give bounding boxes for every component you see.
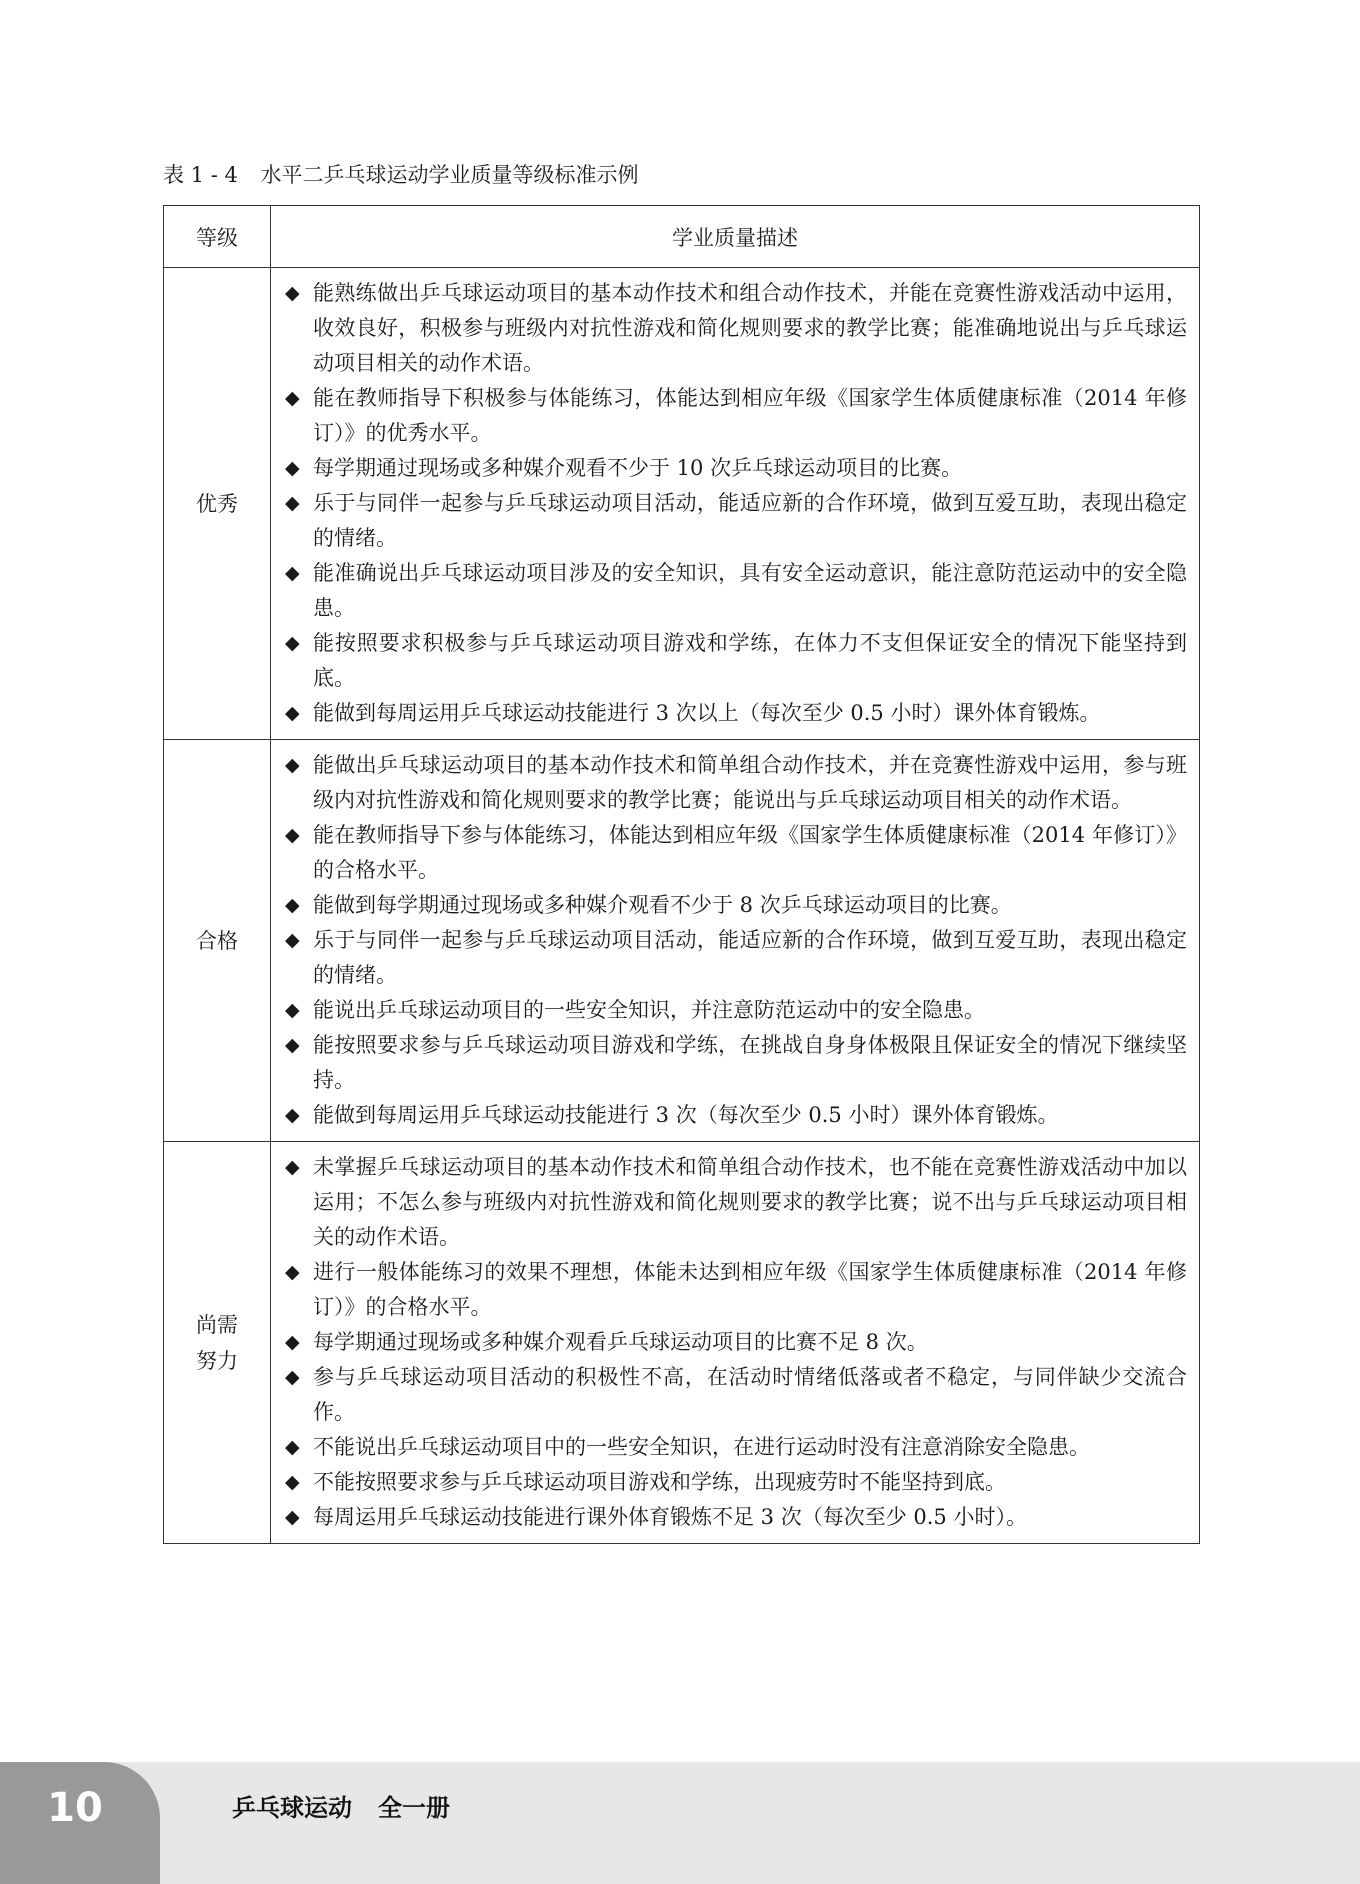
grade-level-label: 优秀 xyxy=(196,491,238,516)
table-title: 水平二乒乓球运动学业质量等级标准示例 xyxy=(260,163,639,187)
table-caption xyxy=(163,160,639,190)
list-item-text: 不能说出乒乓球运动项目中的一些安全知识，在进行运动时没有注意消除安全隐患。 xyxy=(313,1435,1090,1459)
list-item-text: 参与乒乓球运动项目活动的积极性不高，在活动时情绪低落或者不稳定，与同伴缺少交流合作。 xyxy=(313,1365,1187,1424)
list-item-text: 能做到每周运用乒乓球运动技能进行 3 次（每次至少 0.5 小时）课外体育锻炼。 xyxy=(313,1103,1059,1127)
list-item-text: 能按照要求参与乒乓球运动项目游戏和学练，在挑战自身身体极限且保证安全的情况下继续坚持。 xyxy=(313,1033,1187,1092)
grade-level-label: 合格 xyxy=(196,928,238,953)
list-item xyxy=(283,818,1187,888)
quality-description xyxy=(271,1142,1200,1544)
list-item xyxy=(283,1150,1187,1255)
diamond-bullet-icon: ◆ xyxy=(285,1034,300,1056)
book-volume: 全一册 xyxy=(378,1794,450,1822)
table-header-row xyxy=(164,206,1200,268)
diamond-bullet-icon: ◆ xyxy=(285,387,300,409)
header-level: 等级 xyxy=(164,206,271,268)
diamond-bullet-icon: ◆ xyxy=(285,702,300,724)
book-title xyxy=(232,1790,450,1826)
diamond-bullet-icon: ◆ xyxy=(285,1366,300,1388)
list-item-text: 能在教师指导下积极参与体能练习，体能达到相应年级《国家学生体质健康标准（2014 年修订）》的优秀水平。 xyxy=(313,386,1187,445)
list-item xyxy=(283,1028,1187,1098)
table-number: 表 1 - 4 xyxy=(163,163,238,187)
list-item-text: 能说出乒乓球运动项目的一些安全知识，并注意防范运动中的安全隐患。 xyxy=(313,998,985,1022)
quality-standard-table xyxy=(163,205,1200,1544)
grade-level xyxy=(164,1142,271,1544)
list-item xyxy=(283,451,1187,486)
list-item xyxy=(283,556,1187,626)
grade-level-label: 尚需 努力 xyxy=(196,1312,238,1373)
diamond-bullet-icon: ◆ xyxy=(285,1104,300,1126)
list-item-text: 能熟练做出乒乓球运动项目的基本动作技术和组合动作技术，并能在竞赛性游戏活动中运用，收效良好，积极参与班级内对抗性游戏和简化规则要求的教学比赛；能准确地说出与乒乓球运动项目相关的动作术语。 xyxy=(313,281,1187,375)
list-item xyxy=(283,486,1187,556)
diamond-bullet-icon: ◆ xyxy=(285,754,300,776)
diamond-bullet-icon: ◆ xyxy=(285,999,300,1021)
grade-level xyxy=(164,740,271,1142)
diamond-bullet-icon: ◆ xyxy=(285,1331,300,1353)
quality-description xyxy=(271,268,1200,740)
list-item xyxy=(283,1430,1187,1465)
list-item-text: 能做出乒乓球运动项目的基本动作技术和简单组合动作技术，并在竞赛性游戏中运用，参与班级内对抗性游戏和简化规则要求的教学比赛；能说出与乒乓球运动项目相关的动作术语。 xyxy=(313,753,1187,812)
diamond-bullet-icon: ◆ xyxy=(285,1261,300,1283)
list-item-text: 能在教师指导下参与体能练习，体能达到相应年级《国家学生体质健康标准（2014 年修订）》的合格水平。 xyxy=(313,823,1187,882)
list-item xyxy=(283,923,1187,993)
diamond-bullet-icon: ◆ xyxy=(285,562,300,584)
list-item xyxy=(283,1465,1187,1500)
diamond-bullet-icon: ◆ xyxy=(285,282,300,304)
table-body xyxy=(164,268,1200,1544)
list-item-text: 乐于与同伴一起参与乒乓球运动项目活动，能适应新的合作环境，做到互爱互助，表现出稳定的情绪。 xyxy=(313,491,1187,550)
list-item xyxy=(283,748,1187,818)
description-list xyxy=(283,748,1187,1133)
list-item xyxy=(283,993,1187,1028)
table-row xyxy=(164,1142,1200,1544)
list-item-text: 能准确说出乒乓球运动项目涉及的安全知识，具有安全运动意识，能注意防范运动中的安全隐患。 xyxy=(313,561,1187,620)
diamond-bullet-icon: ◆ xyxy=(285,492,300,514)
diamond-bullet-icon: ◆ xyxy=(285,1156,300,1178)
table-row xyxy=(164,740,1200,1142)
list-item-text: 乐于与同伴一起参与乒乓球运动项目活动，能适应新的合作环境，做到互爱互助，表现出稳定的情绪。 xyxy=(313,928,1187,987)
list-item xyxy=(283,1098,1187,1133)
list-item xyxy=(283,1255,1187,1325)
list-item xyxy=(283,1325,1187,1360)
list-item xyxy=(283,381,1187,451)
diamond-bullet-icon: ◆ xyxy=(285,894,300,916)
table-row xyxy=(164,268,1200,740)
diamond-bullet-icon: ◆ xyxy=(285,1471,300,1493)
quality-description xyxy=(271,740,1200,1142)
page-number: 10 xyxy=(47,1785,103,1831)
list-item-text: 每学期通过现场或多种媒介观看乒乓球运动项目的比赛不足 8 次。 xyxy=(313,1330,928,1354)
diamond-bullet-icon: ◆ xyxy=(285,1436,300,1458)
list-item-text: 能做到每学期通过现场或多种媒介观看不少于 8 次乒乓球运动项目的比赛。 xyxy=(313,893,1012,917)
list-item xyxy=(283,1360,1187,1430)
list-item xyxy=(283,888,1187,923)
list-item-text: 能做到每周运用乒乓球运动技能进行 3 次以上（每次至少 0.5 小时）课外体育锻炼。 xyxy=(313,701,1101,725)
footer-band xyxy=(0,1762,1360,1884)
diamond-bullet-icon: ◆ xyxy=(285,929,300,951)
list-item-text: 每学期通过现场或多种媒介观看不少于 10 次乒乓球运动项目的比赛。 xyxy=(313,456,963,480)
list-item xyxy=(283,1500,1187,1535)
diamond-bullet-icon: ◆ xyxy=(285,457,300,479)
list-item xyxy=(283,696,1187,731)
list-item-text: 进行一般体能练习的效果不理想，体能未达到相应年级《国家学生体质健康标准（2014 年修订）》的合格水平。 xyxy=(313,1260,1187,1319)
list-item xyxy=(283,626,1187,696)
header-description: 学业质量描述 xyxy=(271,206,1200,268)
book-name: 乒乓球运动 xyxy=(232,1794,352,1822)
list-item-text: 未掌握乒乓球运动项目的基本动作技术和简单组合动作技术，也不能在竞赛性游戏活动中加以运用；不怎么参与班级内对抗性游戏和简化规则要求的教学比赛；说不出与乒乓球运动项目相关的动作术语。 xyxy=(313,1155,1187,1249)
description-list xyxy=(283,1150,1187,1535)
diamond-bullet-icon: ◆ xyxy=(285,1506,300,1528)
list-item xyxy=(283,276,1187,381)
description-list xyxy=(283,276,1187,731)
grade-level xyxy=(164,268,271,740)
diamond-bullet-icon: ◆ xyxy=(285,824,300,846)
diamond-bullet-icon: ◆ xyxy=(285,632,300,654)
list-item-text: 能按照要求积极参与乒乓球运动项目游戏和学练，在体力不支但保证安全的情况下能坚持到底。 xyxy=(313,631,1187,690)
list-item-text: 不能按照要求参与乒乓球运动项目游戏和学练，出现疲劳时不能坚持到底。 xyxy=(313,1470,1006,1494)
list-item-text: 每周运用乒乓球运动技能进行课外体育锻炼不足 3 次（每次至少 0.5 小时）。 xyxy=(313,1505,1027,1529)
